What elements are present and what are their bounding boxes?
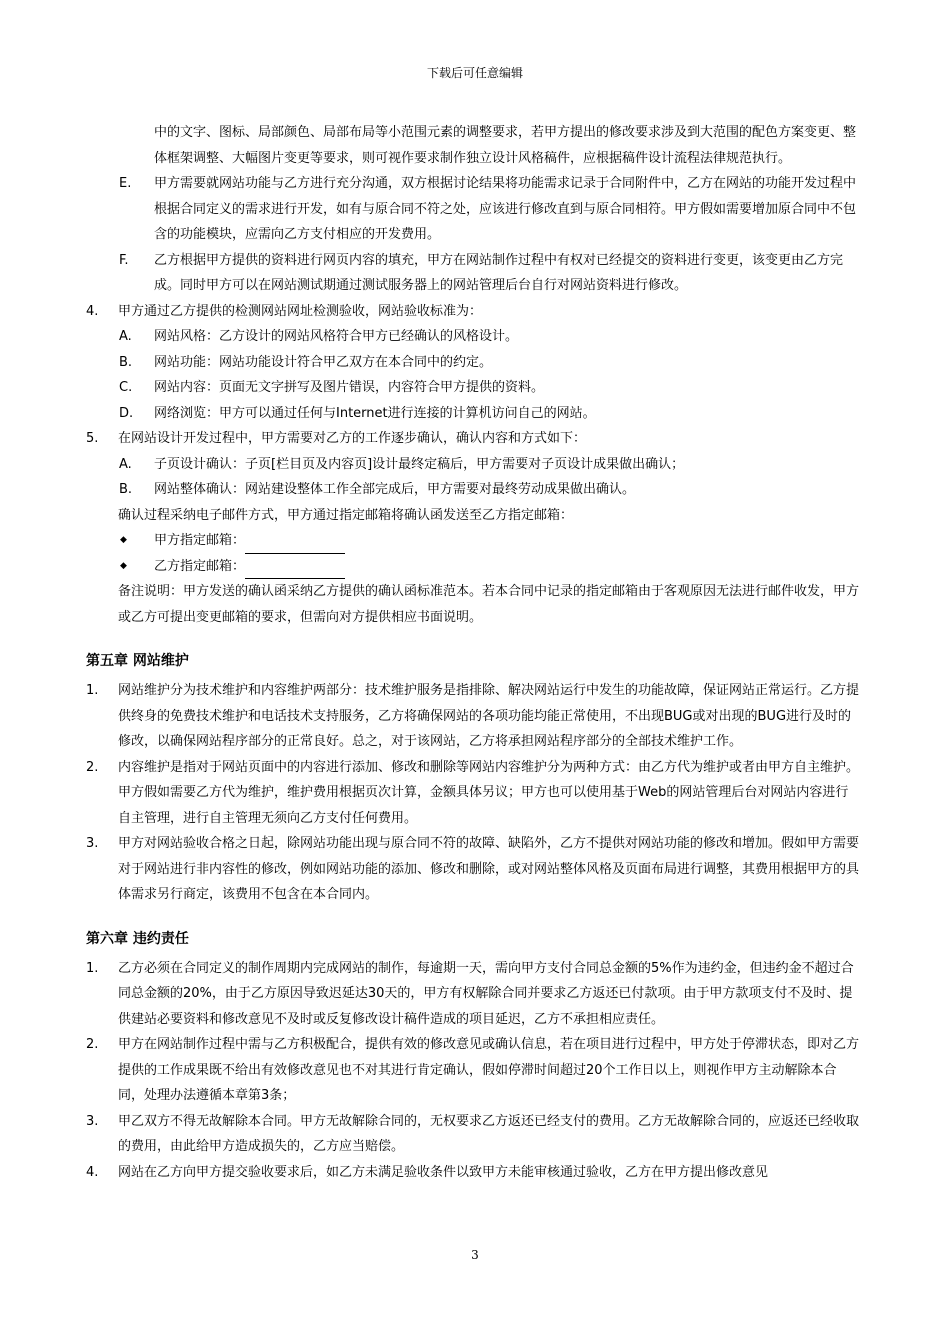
email-intro: 确认过程采纳电子邮件方式，甲方通过指定邮箱将确认函发送至乙方指定邮箱： (118, 507, 574, 523)
clause-text: 乙方必须在合同定义的制作周期内完成网站的制作，每逾期一天，需向甲方支付合同总金额的5%作为违约金，但违约金不超过合同总金额的20%，由于乙方原因导致迟延达30天的，甲方有权解除合同并要求乙方返还已付款项。由于甲方款项支付不及时、提供建站必要资料和修改意见不及时或反复修改设计稿件造成的项目延迟，乙方不承担相应责任。 (118, 960, 854, 1027)
sub-item (86, 375, 860, 401)
chapter-6-clause-1 (86, 956, 860, 1033)
diamond-bullet-icon: ◆ (120, 535, 127, 545)
clause-number: 3. (86, 836, 99, 851)
bullet-label: 乙方指定邮箱： (154, 558, 246, 574)
sub-item (86, 401, 860, 427)
sub-item (86, 324, 860, 350)
clause-5 (86, 426, 860, 452)
sub-item-number: C. (119, 380, 133, 395)
clause-text: 甲方通过乙方提供的检测网站网址检测验收，网站验收标准为： (118, 303, 483, 319)
chapter-6-clause-2 (86, 1032, 860, 1109)
sub-item (86, 350, 860, 376)
sub-item-text: 网站整体确认：网站建设整体工作全部完成后，甲方需要对最终劳动成果做出确认。 (154, 482, 636, 497)
clause-number: 4. (86, 1164, 99, 1180)
sub-item (86, 452, 860, 478)
chapter-5-clause-1 (86, 678, 860, 755)
clause-text: 甲乙双方不得无故解除本合同。甲方无故解除合同的，无权要求乙方返还已经支付的费用。乙方无故解除合同的，应返还已经收取的费用，由此给甲方造成损失的，乙方应当赔偿。 (118, 1113, 860, 1154)
sub-item-text: 子页设计确认：子页[栏目页及内容页]设计最终定稿后，甲方需要对子页设计成果做出确认； (154, 456, 685, 472)
sub-item-text: 网络浏览：甲方可以通过任何与Internet进行连接的计算机访问自己的网站。 (154, 405, 596, 421)
continuation-paragraph: 中的文字、图标、局部颜色、局部布局等小范围元素的调整要求，若甲方提出的修改要求涉及到大范围的配色方案变更、整体框架调整、大幅图片变更等要求，则可视作要求制作独立设计风格稿件，应根据稿件设计流程法律规范执行。 (154, 125, 857, 166)
clause-number: 1. (86, 960, 99, 976)
sub-item-number: B. (119, 482, 133, 497)
sub-item-number: D. (119, 405, 134, 421)
page-number: 3 (471, 1248, 479, 1262)
chapter-6-clause-3 (86, 1109, 860, 1160)
sub-item-number: A. (119, 456, 132, 472)
sub-item-text: 网站风格：乙方设计的网站风格符合甲方已经确认的风格设计。 (154, 329, 519, 344)
chapter-5-clause-3 (86, 831, 860, 908)
sub-item-e (86, 171, 860, 248)
bullet-label: 甲方指定邮箱： (154, 533, 246, 548)
clause-number: 1. (86, 683, 99, 698)
clause-number: 2. (86, 1037, 99, 1052)
clause-number: 2. (86, 759, 99, 775)
clause-number: 3. (86, 1113, 99, 1129)
page-header: 下载后可任意编辑 (426, 66, 523, 80)
clause-4 (86, 299, 860, 325)
email-blank-line (245, 561, 345, 579)
sub-item-text: 网站内容：页面无文字拼写及图片错误，内容符合甲方提供的资料。 (154, 380, 545, 395)
clause-number: 5. (86, 431, 99, 446)
diamond-bullet-icon: ◆ (120, 560, 127, 571)
clause-text: 内容维护是指对于网站页面中的内容进行添加、修改和删除等网站内容维护分为两种方式：由乙方代为维护或者由甲方自主维护。甲方假如需要乙方代为维护，维护费用根据页次计算，金额具体另议；甲方也可以使用基于Web的网站管理后台对网站内容进行自主管理，进行自主管理无须向乙方支付任何费用。 (118, 759, 860, 826)
clause-text: 在网站设计开发过程中，甲方需要对乙方的工作逐步确认，确认内容和方式如下： (118, 431, 587, 446)
chapter-5-clause-2 (86, 755, 860, 832)
sub-item-number: F. (119, 252, 129, 268)
chapter-6-clause-4 (86, 1160, 860, 1186)
bullet-item-party-a-email (86, 528, 860, 554)
sub-item-number: A. (119, 329, 132, 344)
clause-text: 网站在乙方向甲方提交验收要求后，如乙方未满足验收条件以致甲方未能审核通过验收，乙方在甲方提出修改意见 (118, 1164, 769, 1180)
chapter-5-title: 第五章 网站维护 (86, 653, 189, 669)
sub-item-text: 乙方根据甲方提供的资料进行网页内容的填充，甲方在网站制作过程中有权对已经提交的资料进行变更，该变更由乙方完成。同时甲方可以在网站测试期通过测试服务器上的网站管理后台自行对网站资料进行修改。 (154, 252, 844, 293)
clause-text: 甲方对网站验收合格之日起，除网站功能出现与原合同不符的故障、缺陷外，乙方不提供对网站功能的修改和增加。假如甲方需要对于网站进行非内容性的修改，例如网站功能的添加、修改和删除，或对网站整体风格及页面布局进行调整，其费用根据甲方的具体需求另行商定，该费用不包含在本合同内。 (118, 836, 860, 902)
clause-text: 甲方在网站制作过程中需与乙方积极配合，提供有效的修改意见或确认信息，若在项目进行过程中，甲方处于停滞状态，即对乙方提供的工作成果既不给出有效修改意见也不对其进行肯定确认，假如停滞时间超过20个工作日以上，则视作甲方主动解除本合同，处理办法遵循本章第3条； (118, 1037, 860, 1103)
sub-item-number: E. (119, 176, 132, 191)
chapter-6-title: 第六章 违约责任 (86, 930, 189, 947)
clause-number: 4. (86, 303, 99, 319)
document-body (86, 120, 860, 1185)
sub-item-f (86, 248, 860, 299)
clause-text: 网站维护分为技术维护和内容维护两部分：技术维护服务是指排除、解决网站运行中发生的功能故障，保证网站正常运行。乙方提供终身的免费技术维护和电话技术支持服务，乙方将确保网站的各项功能均能正常使用，不出现BUG或对出现的BUG进行及时的修改，以确保网站程序部分的正常良好。总之，对于该网站，乙方将承担网站程序部分的全部技术维护工作。 (118, 683, 860, 749)
email-blank-line (245, 536, 345, 554)
sub-item-text: 网站功能：网站功能设计符合甲乙双方在本合同中的约定。 (154, 354, 493, 370)
sub-item-text: 甲方需要就网站功能与乙方进行充分沟通，双方根据讨论结果将功能需求记录于合同附件中，乙方在网站的功能开发过程中根据合同定义的需求进行开发，如有与原合同不符之处，应该进行修改直到与原合同相符。甲方假如需要增加原合同中不包含的功能模块，应需向乙方支付相应的开发费用。 (154, 176, 857, 242)
note-paragraph: 备注说明：甲方发送的确认函采纳乙方提供的确认函标准范本。若本合同中记录的指定邮箱由于客观原因无法进行邮件收发，甲方或乙方可提出变更邮箱的要求，但需向对方提供相应书面说明。 (118, 584, 860, 625)
sub-item (86, 477, 860, 503)
bullet-item-party-b-email (86, 554, 860, 580)
sub-item-number: B. (119, 354, 133, 370)
